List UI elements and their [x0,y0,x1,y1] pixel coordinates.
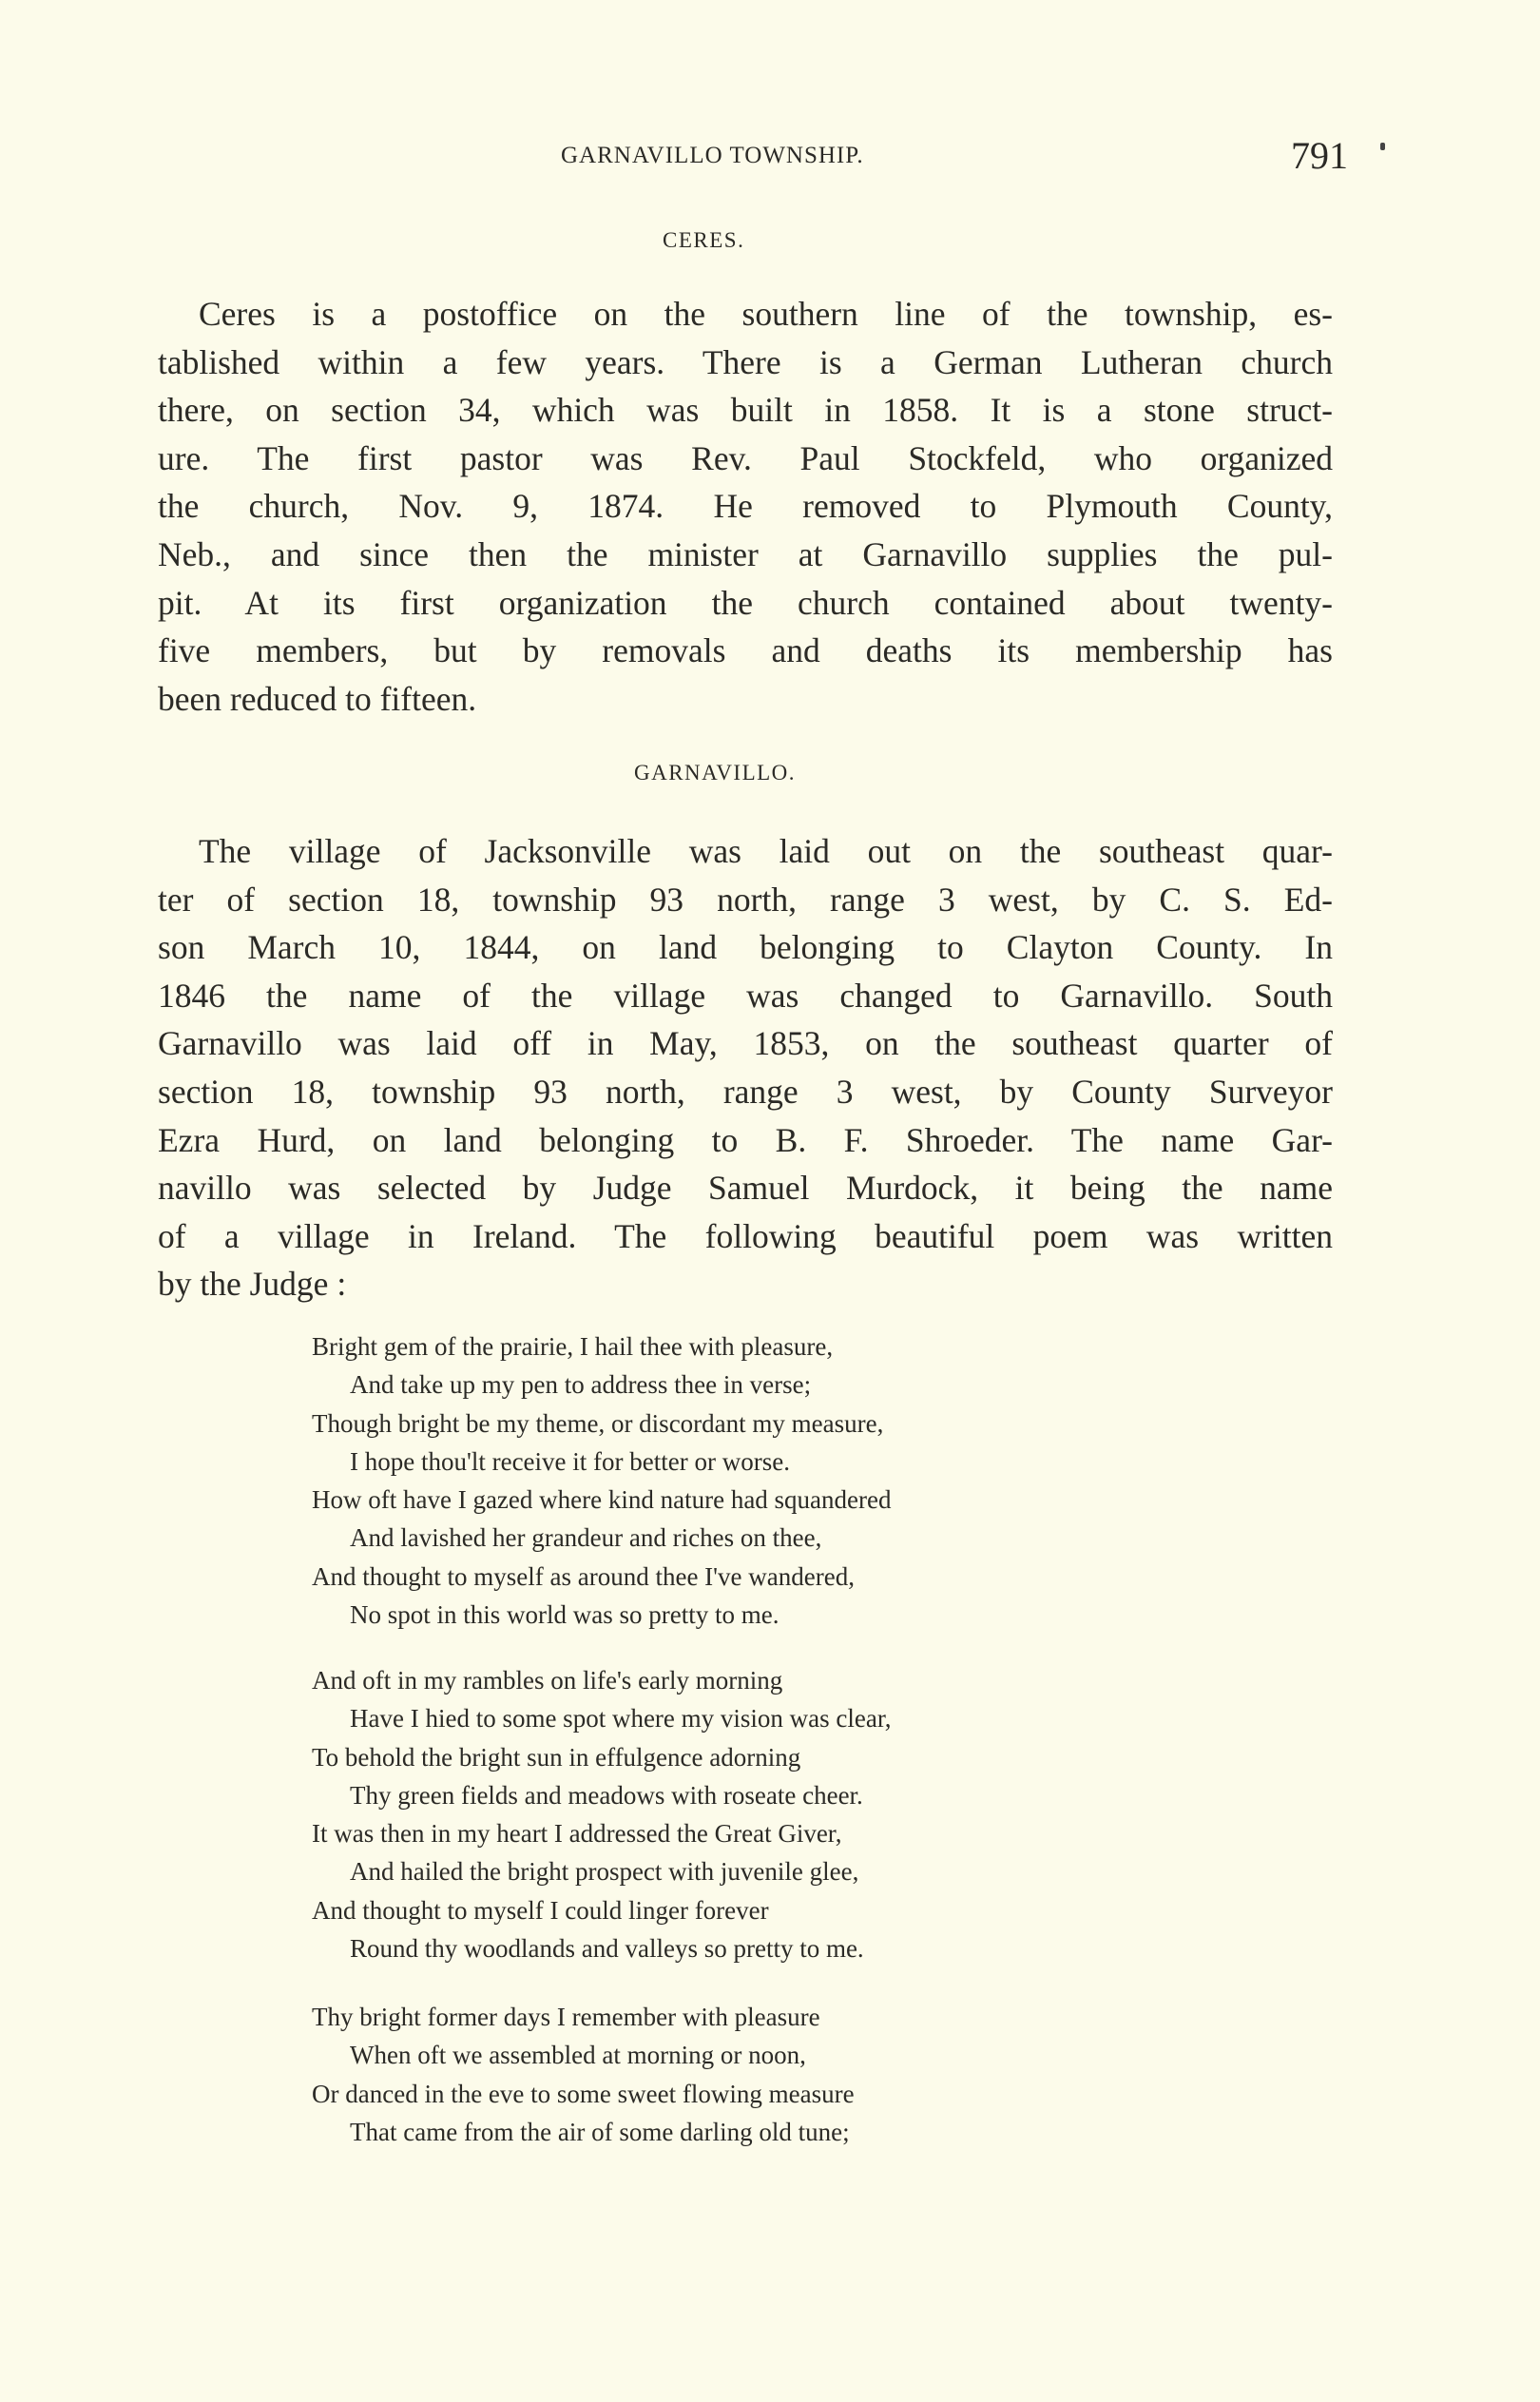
poem-line: Thy bright former days I remember with pleasure [312,2003,820,2031]
text-line: five members, but by removals and deaths its membership has [158,631,1333,670]
poem-line: Though bright be my theme, or discordant my measure, [312,1408,884,1438]
text-line: son March 10, 1844, on land belonging to Clayton County. In [158,928,1333,967]
poem-stanza [312,1661,892,1967]
text-line: The village of Jacksonville was laid out on the southeast quar- [199,832,1333,870]
text-line: Ceres is a postoffice on the southern line of the township, es- [199,295,1333,333]
paragraph-garnavillo [158,827,1333,1308]
poem-line: And hailed the bright prospect with juvenile glee, [350,1857,859,1887]
poem-stanza [312,1998,855,2151]
poem-line: That came from the air of some darling old tune; [350,2117,850,2146]
text-line: Neb., and since then the minister at Garnavillo supplies the pul- [158,534,1333,573]
text-line: Garnavillo was laid off in May, 1853, on the southeast quarter of [158,1024,1333,1063]
text-line: ure. The first pastor was Rev. Paul Stockfeld, who organized [158,438,1333,477]
poem-line: When oft we assembled at morning or noon, [350,2041,806,2070]
text-line: navillo was selected by Judge Samuel Murdock, it being the name [158,1169,1333,1208]
text-line: by the Judge : [158,1265,347,1304]
poem-line: Or danced in the eve to some sweet flowing measure [312,2079,855,2108]
section-heading-garnavillo: GARNAVILLO. [634,761,797,785]
text-line: 1846 the name of the village was changed to Garnavillo. South [158,976,1333,1015]
poem-line: And take up my pen to address thee in verse; [350,1370,812,1400]
poem-line: Thy green fields and meadows with roseate cheer. [350,1780,863,1810]
text-line: section 18, township 93 north, range 3 west, by County Surveyor [158,1072,1333,1111]
text-line: been reduced to fifteen. [158,679,477,718]
section-heading-ceres: CERES. [663,228,745,252]
poem-line: And thought to myself I could linger forever [312,1895,769,1925]
poem-line: To behold the bright sun in effulgence adorning [312,1742,801,1772]
paragraph-ceres [158,290,1333,723]
poem-line: Bright gem of the prairie, I hail thee with pleasure, [312,1332,834,1361]
ink-mark [1380,143,1385,150]
running-head: GARNAVILLO TOWNSHIP. [561,143,864,168]
poem-line: Round thy woodlands and valleys so pretty to me. [350,1934,864,1964]
poem-line: And thought to myself as around thee I've wandered, [312,1561,855,1591]
text-line: the church, Nov. 9, 1874. He removed to Plymouth County, [158,487,1333,526]
poem-line: I hope thou'lt receive it for better or worse. [350,1446,790,1476]
poem-line: And oft in my rambles on life's early morning [312,1666,783,1695]
text-line: there, on section 34, which was built in 1858. It is a stone struct- [158,391,1333,430]
poem-stanza [312,1327,892,1634]
text-line: ter of section 18, township 93 north, range 3 west, by C. S. Ed- [158,880,1333,919]
poem-line: It was then in my heart I addressed the Great Giver, [312,1819,842,1849]
poem-line: How oft have I gazed where kind nature had squandered [312,1485,892,1515]
text-line: Ezra Hurd, on land belonging to B. F. Shroeder. The name Gar- [158,1120,1333,1159]
text-line: of a village in Ireland. The following beautiful poem was written [158,1216,1333,1255]
poem-line: And lavished her grandeur and riches on thee, [350,1523,822,1553]
poem-line: Have I hied to some spot where my vision was clear, [350,1704,892,1734]
text-line: pit. At its first organization the church contained about twenty- [158,583,1333,622]
poem-line: No spot in this world was so pretty to me. [350,1600,780,1630]
page-number: 791 [1291,134,1348,177]
text-line: tablished within a few years. There is a German Lutheran church [158,342,1333,381]
